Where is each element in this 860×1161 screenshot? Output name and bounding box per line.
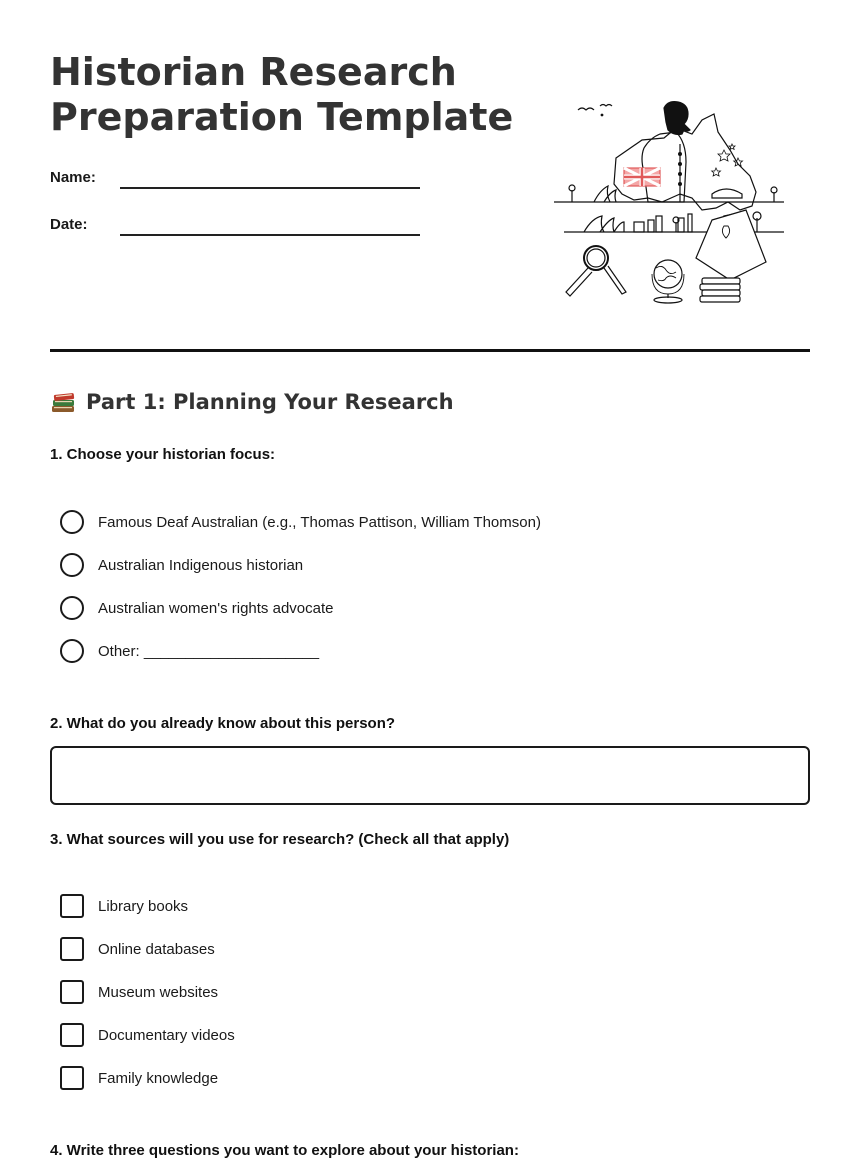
option-label: Museum websites [98, 983, 219, 1001]
question-2: 2. What do you already know about this person? [50, 715, 396, 732]
source-option-documentary-videos[interactable] [60, 1022, 235, 1048]
radio-button[interactable] [60, 553, 84, 577]
australian-historian-illustration [552, 98, 792, 310]
focus-option-other[interactable] [60, 638, 319, 664]
checkbox[interactable] [60, 980, 84, 1004]
option-label: Library books [98, 897, 189, 915]
option-label: Family knowledge [98, 1069, 219, 1087]
source-option-museum-websites[interactable] [60, 979, 218, 1005]
name-field-row [50, 165, 470, 191]
name-input-line[interactable] [120, 187, 420, 189]
question-1: 1. Choose your historian focus: [50, 446, 276, 463]
source-option-family-knowledge[interactable] [60, 1065, 218, 1091]
focus-option-deaf-australian[interactable] [60, 509, 541, 535]
date-label: Date: [50, 216, 88, 233]
checkbox[interactable] [60, 1066, 84, 1090]
part1-heading [50, 389, 454, 415]
checkbox[interactable] [60, 937, 84, 961]
source-option-online-databases[interactable] [60, 936, 215, 962]
books-icon [50, 389, 76, 415]
checkbox[interactable] [60, 1023, 84, 1047]
option-label: Documentary videos [98, 1026, 235, 1044]
part1-heading-text: Part 1: Planning Your Research [86, 390, 454, 414]
focus-option-indigenous-historian[interactable] [60, 552, 303, 578]
option-label: Famous Deaf Australian (e.g., Thomas Pattison, William Thomson) [98, 513, 541, 531]
date-field-row [50, 212, 470, 238]
question-4: 4. Write three questions you want to explore about your historian: [50, 1142, 519, 1159]
option-label: Other: _____________________ [98, 642, 320, 660]
name-label: Name: [50, 169, 96, 186]
page-title: Historian Research Preparation Template [50, 50, 514, 139]
option-label: Australian women's rights advocate [98, 599, 334, 617]
prior-knowledge-textbox[interactable] [50, 746, 810, 805]
checkbox[interactable] [60, 894, 84, 918]
radio-button[interactable] [60, 596, 84, 620]
date-input-line[interactable] [120, 234, 420, 236]
radio-button[interactable] [60, 639, 84, 663]
question-3: 3. What sources will you use for research? (Check all that apply) [50, 831, 510, 848]
option-label: Australian Indigenous historian [98, 556, 304, 574]
header-divider [50, 349, 810, 352]
option-label: Online databases [98, 940, 215, 958]
source-option-library-books[interactable] [60, 893, 188, 919]
focus-option-womens-rights[interactable] [60, 595, 333, 621]
radio-button[interactable] [60, 510, 84, 534]
